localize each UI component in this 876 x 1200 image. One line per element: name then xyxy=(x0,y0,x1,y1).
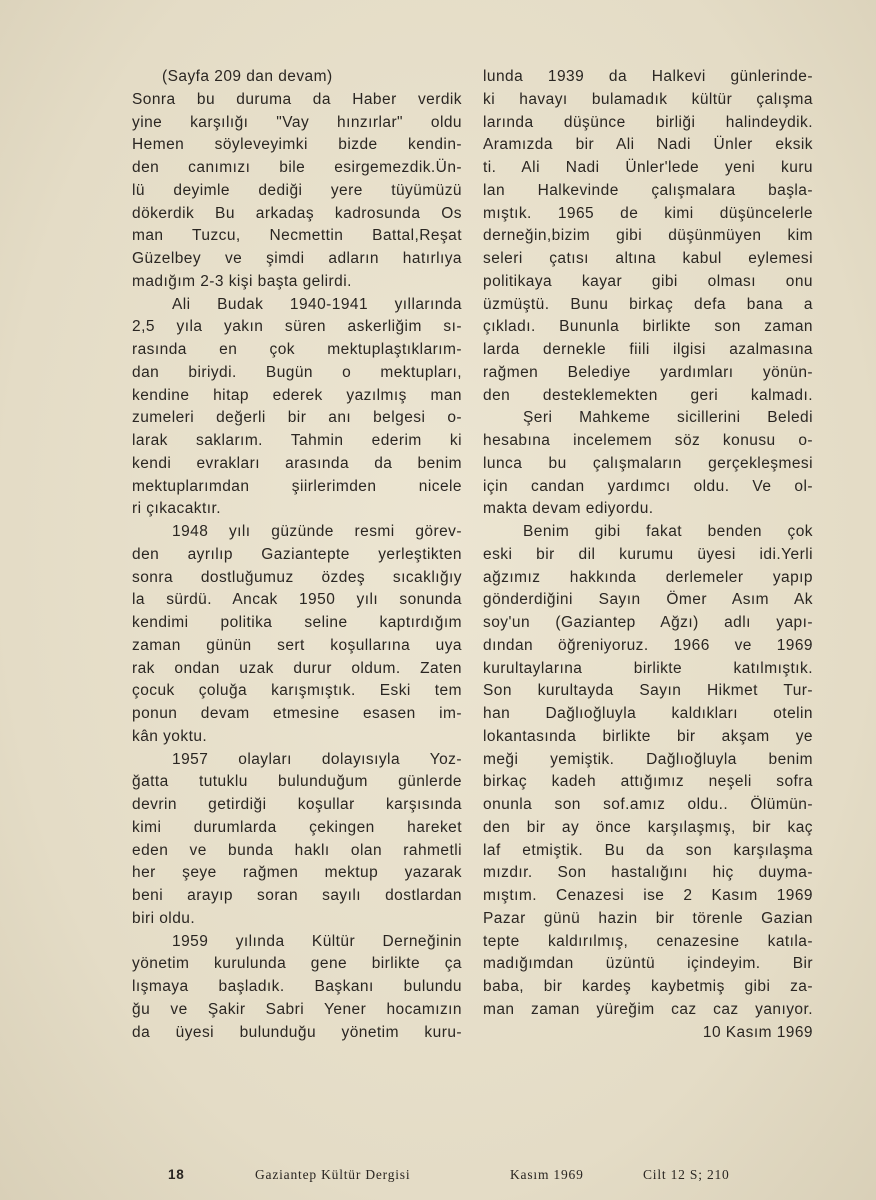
text-line: soy'un (Gaziantep Ağzı) adlı yapı- xyxy=(483,614,813,631)
text-line: zumeleri değerli bir anı belgesi o- xyxy=(132,409,462,427)
text-line: Ali Budak 1940-1941 yıllarında xyxy=(172,295,462,313)
volume-issue: Cilt 12 S; 210 xyxy=(643,1167,730,1182)
text-line: ağzımız hakkında derlemeler yapıp xyxy=(483,568,813,586)
text-line: mızdır. Son hastalığını hiç duyma- xyxy=(483,864,813,882)
text-line: gönderdiğini Sayın Ömer Asım Ak xyxy=(483,591,813,609)
text-line: 1959 yılında Kültür Derneğinin xyxy=(172,932,462,950)
text-line: üzmüştü. Bunu birkaç defa bana a xyxy=(483,295,813,313)
text-line: her şeye rağmen mektup yazarak xyxy=(132,864,462,882)
right-column xyxy=(483,66,813,1044)
text-line: den canımızı bile esirgemezdik.Ün- xyxy=(132,159,462,176)
text-line: politikaya kayar gibi olması onu xyxy=(483,272,813,290)
text-line: mektuplarımdan şiirlerimden nicele xyxy=(132,477,462,495)
text-line: dan biriydi. Bugün o mektupları, xyxy=(132,363,462,381)
text-line: rağmen Belediye yardımları yönün- xyxy=(483,363,813,381)
text-line: Son kurultayda Sayın Hikmet Tur- xyxy=(483,682,813,700)
text-line: lü deyimle dediği yere tüyümüzü xyxy=(132,181,462,199)
text-line: dından öğreniyoruz. 1966 ve 1969 xyxy=(483,636,813,654)
text-line: ri çıkacaktır. xyxy=(132,500,221,518)
text-line: derneğin,bizim gibi düşünmüyen kim xyxy=(483,227,813,245)
text-line: da üyesi bulunduğu yönetim kuru- xyxy=(132,1023,462,1041)
text-line: mıştım. Cenazesi ise 2 Kasım 1969 xyxy=(483,887,813,904)
text-line: 10 Kasım 1969 xyxy=(702,1023,813,1041)
text-line: den desteklemekten geri kalmadı. xyxy=(483,386,813,404)
text-line: rak ondan uzak durur oldum. Zaten xyxy=(132,659,462,677)
text-line: sonra dostluğumuz özdeş sıcaklığıy xyxy=(132,568,462,586)
text-line: Sonra bu duruma da Haber verdik xyxy=(132,90,462,108)
text-line: ğu ve Şakir Sabri Yener hocamızın xyxy=(132,1000,462,1018)
text-line: tepte kaldırılmış, cenazesine katıla- xyxy=(483,932,813,950)
text-line: için candan yardımcı oldu. Ve ol- xyxy=(483,477,813,495)
left-column xyxy=(132,66,462,1044)
text-line: seleri çatısı altına kabul eylemesi xyxy=(483,250,813,267)
text-line: han Dağlıoğluyla kaldıkları otelin xyxy=(483,705,813,722)
text-line: den ayrılıp Gaziantepte yerleştikten xyxy=(132,545,462,563)
text-line: 1957 olayları dolayısıyla Yoz- xyxy=(172,750,462,768)
text-line: (Sayfa 209 dan devam) xyxy=(162,68,333,85)
text-line: 2,5 yıla yakın süren askerliğim sı- xyxy=(132,318,462,336)
text-line: Aramızda bir Ali Nadi Ünler eksik xyxy=(483,136,813,154)
text-line: ti. Ali Nadi Ünler'lede yeni kuru xyxy=(483,159,813,176)
text-line: madığımdan üzüntü içindeyim. Bir xyxy=(483,955,813,973)
text-line: hesabına incelemem söz konusu o- xyxy=(483,432,813,449)
text-line: devrin getirdiği koşullar karşısında xyxy=(132,796,462,813)
issue-date: Kasım 1969 xyxy=(510,1167,584,1182)
text-line: den bir ay önce karşılaşmış, bir kaç xyxy=(483,818,813,836)
text-line: man zaman yüreğim caz caz yanıyor. xyxy=(483,1000,813,1018)
text-line: kurultaylarına birlikte katılmıştık. xyxy=(483,659,813,677)
text-line: kimi durumlarda çekingen hareket xyxy=(132,818,462,836)
text-line: biri oldu. xyxy=(132,909,196,927)
page-number: 18 xyxy=(168,1167,185,1182)
text-line: lan Halkevinde çalışmalara başla- xyxy=(483,181,813,199)
text-line: çıkladı. Bununla birlikte son zaman xyxy=(483,318,813,336)
text-line: kân yoktu. xyxy=(132,727,208,745)
text-line: kendimi politika seline kaptırdığım xyxy=(132,614,462,631)
text-line: birkaç kadeh attığımız neşeli sofra xyxy=(483,773,813,791)
text-line: dökerdik Bu arkadaş kadrosunda Os xyxy=(132,204,462,222)
text-line: laf etmiştik. Bu da son karşılaşma xyxy=(483,841,813,859)
text-line: ponun devam etmesine esasen im- xyxy=(132,705,462,722)
text-line: yine karşılığı "Vay hınzırlar" oldu xyxy=(132,113,462,131)
text-line: Şeri Mahkeme sicillerini Beledi xyxy=(523,409,813,427)
text-line: la sürdü. Ancak 1950 yılı sonunda xyxy=(132,591,462,609)
text-line: 1948 yılı güzünde resmi görev- xyxy=(172,523,462,540)
text-line: Benim gibi fakat benden çok xyxy=(523,523,813,540)
text-line: madığım 2-3 kişi başta gelirdi. xyxy=(132,272,352,290)
text-line: man Tuzcu, Necmettin Battal,Reşat xyxy=(132,227,462,245)
text-line: baba, bir kardeş kaybetmiş gibi za- xyxy=(483,978,813,995)
text-line: lunca bu çalışmaların gerçekleşmesi xyxy=(483,454,813,472)
text-line: rasında en çok mektuplaştıklarım- xyxy=(132,341,462,358)
text-line: eden ve bunda haklı olan rahmetli xyxy=(132,841,462,859)
text-line: makta devam ediyordu. xyxy=(483,500,654,518)
text-line: mıştık. 1965 de kimi düşüncelerle xyxy=(483,204,813,222)
text-line: kendine hitap ederek yazılmış man xyxy=(132,386,462,404)
text-line: Pazar günü hazin bir törenle Gazian xyxy=(483,909,813,927)
text-line: eski bir dil kurumu üyesi idi.Yerli xyxy=(483,545,813,563)
text-line: ki havayı bulamadık kültür çalışma xyxy=(483,90,813,108)
text-line: lışmaya başladık. Başkanı bulundu xyxy=(132,978,462,995)
magazine-title: Gaziantep Kültür Dergisi xyxy=(255,1167,411,1182)
text-line: beni arayıp soran sayılı dostlardan xyxy=(132,887,462,904)
text-line: lokantasında birlikte bir akşam ye xyxy=(483,727,813,745)
text-line: ğatta tutuklu bulunduğum günlerde xyxy=(132,773,462,791)
text-line: yönetim kurulunda gene birlikte ça xyxy=(132,955,462,973)
text-line: meği yemiştik. Dağlıoğluyla benim xyxy=(483,750,813,768)
text-line: çocuk çoluğa karışmıştık. Eski tem xyxy=(132,682,462,700)
text-line: kendi evrakları arasında da benim xyxy=(132,454,462,472)
text-line: zaman günün sert koşullarına uya xyxy=(132,636,462,654)
text-line: larda dernekle fiili ilgisi azalmasına xyxy=(483,341,813,358)
text-line: Güzelbey ve şimdi adların hatırlıya xyxy=(132,250,462,267)
text-line: Hemen söyleveyimki bizde kendin- xyxy=(132,136,462,154)
text-line: larak saklarım. Tahmin ederim ki xyxy=(132,432,462,449)
text-line: onunla son sof.amız oldu.. Ölümün- xyxy=(483,796,813,813)
text-line: larında düşünce birliği halindeydik. xyxy=(483,113,813,131)
text-line: lunda 1939 da Halkevi günlerinde- xyxy=(483,68,813,85)
